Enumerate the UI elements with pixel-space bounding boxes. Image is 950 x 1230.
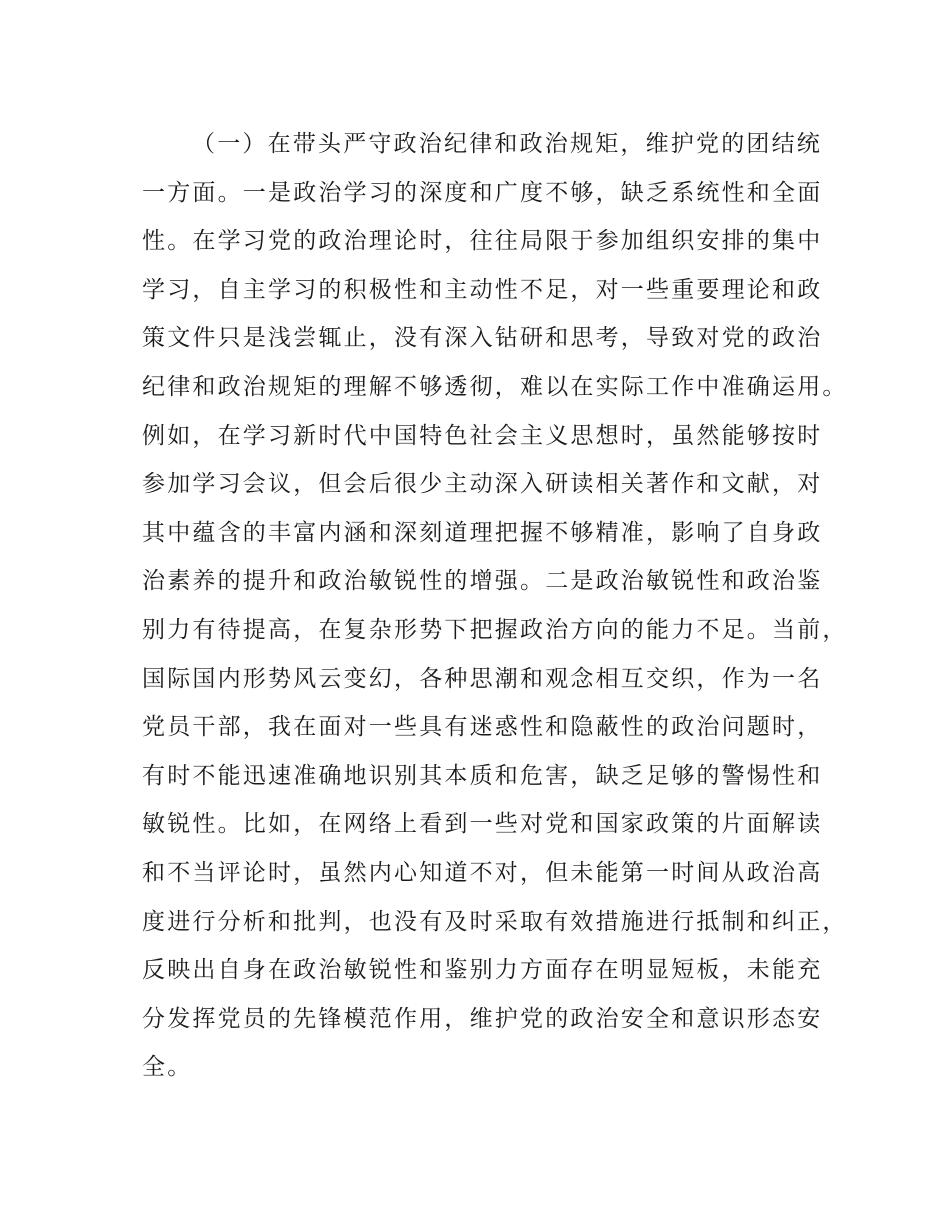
paragraph-line: 治素养的提升和政治敏锐性的增强。二是政治敏锐性和政治鉴 — [142, 568, 823, 595]
paragraph-line: 党员干部，我在面对一些具有迷惑性和隐蔽性的政治问题时， — [142, 714, 823, 741]
paragraph-line: 和不当评论时，虽然内心知道不对，但未能第一时间从政治高 — [142, 859, 823, 886]
paragraph-line: 其中蕴含的丰富内涵和深刻道理把握不够精准，影响了自身政 — [142, 519, 823, 546]
paragraph-line: 纪律和政治规矩的理解不够透彻，难以在实际工作中准确运用。 — [142, 373, 848, 400]
paragraph-line: 性。在学习党的政治理论时，往往局限于参加组织安排的集中 — [142, 228, 823, 255]
paragraph-line: 有时不能迅速准确地识别其本质和危害，缺乏足够的警惕性和 — [142, 762, 823, 789]
paragraph-line: 策文件只是浅尝辄止，没有深入钻研和思考，导致对党的政治 — [142, 325, 823, 352]
body-paragraph — [142, 120, 848, 1092]
paragraph-line: 参加学习会议，但会后很少主动深入研读相关著作和文献，对 — [142, 471, 823, 498]
paragraph-line: 敏锐性。比如，在网络上看到一些对党和国家政策的片面解读 — [142, 811, 823, 838]
paragraph-line: 度进行分析和批判，也没有及时采取有效措施进行抵制和纠正， — [142, 908, 848, 935]
paragraph-line: 别力有待提高，在复杂形势下把握政治方向的能力不足。当前， — [142, 616, 848, 643]
paragraph-line: 学习，自主学习的积极性和主动性不足，对一些重要理论和政 — [142, 276, 823, 303]
paragraph-line: 反映出自身在政治敏锐性和鉴别力方面存在明显短板，未能充 — [142, 957, 823, 984]
paragraph-line: 分发挥党员的先锋模范作用，维护党的政治安全和意识形态安 — [142, 1005, 823, 1032]
paragraph-line: （一）在带头严守政治纪律和政治规矩，维护党的团结统 — [192, 131, 822, 157]
paragraph-line: 一方面。一是政治学习的深度和广度不够，缺乏系统性和全面 — [142, 179, 823, 206]
paragraph-line: 国际国内形势风云变幻，各种思潮和观念相互交织，作为一名 — [142, 665, 823, 692]
paragraph-line: 全。 — [142, 1054, 193, 1081]
paragraph-line: 例如，在学习新时代中国特色社会主义思想时，虽然能够按时 — [142, 422, 823, 449]
